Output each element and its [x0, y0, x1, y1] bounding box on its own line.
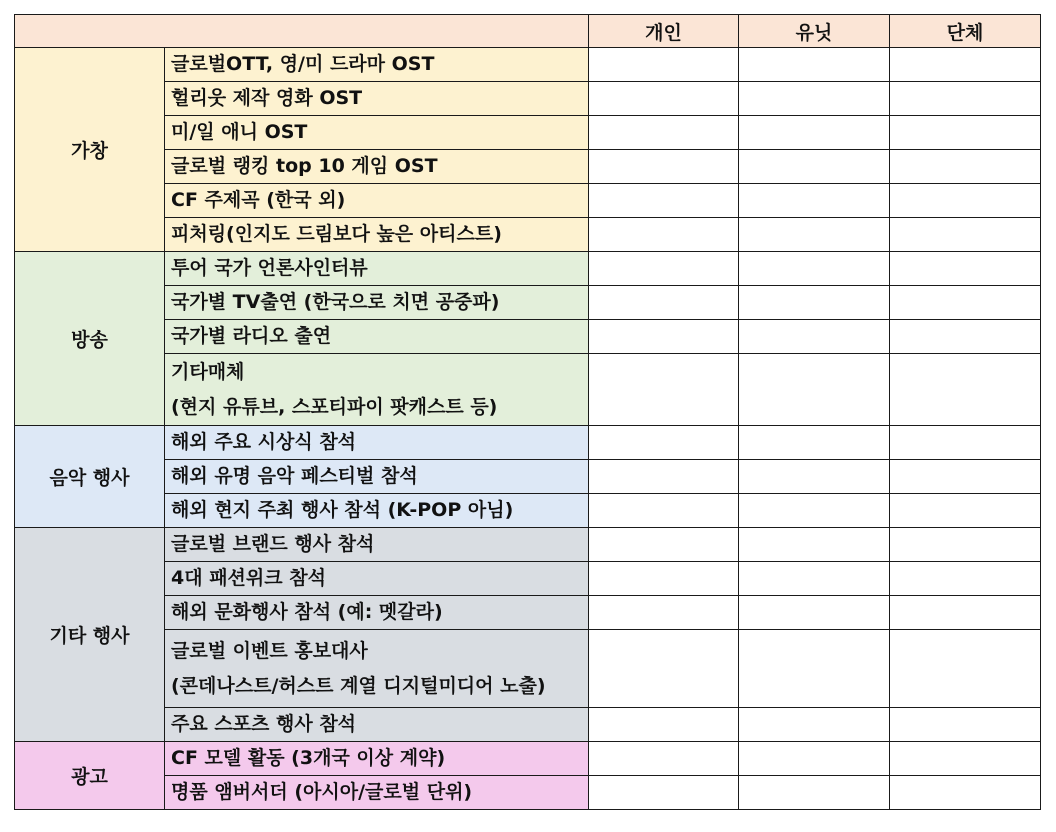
check-cell-individual[interactable] [589, 286, 739, 320]
check-cell-group[interactable] [890, 252, 1041, 286]
header-individual: 개인 [589, 15, 739, 48]
check-cell-group[interactable] [890, 286, 1041, 320]
activity-item-cell [165, 426, 589, 460]
check-cell-individual[interactable] [589, 596, 739, 630]
check-cell-group[interactable] [890, 426, 1041, 460]
check-cell-group[interactable] [890, 320, 1041, 354]
check-cell-unit[interactable] [739, 596, 890, 630]
check-cell-individual[interactable] [589, 426, 739, 460]
activity-item-cell [165, 252, 589, 286]
table-row [15, 286, 1041, 320]
check-cell-group[interactable] [890, 48, 1041, 82]
table-row [15, 562, 1041, 596]
activity-item-label: 해외 현지 주최 행사 참석 (K-POP 아님) [171, 499, 514, 521]
check-cell-individual[interactable] [589, 708, 739, 742]
check-cell-individual[interactable] [589, 320, 739, 354]
activity-item-label: 글로벌 브랜드 행사 참석 [171, 533, 375, 555]
check-cell-group[interactable] [890, 82, 1041, 116]
activity-item-label: 글로벌 이벤트 홍보대사 [171, 639, 368, 662]
activity-item-label: 헐리웃 제작 영화 OST [171, 87, 363, 109]
activity-item-label: 4대 패션위크 참석 [171, 567, 326, 589]
header-unit: 유닛 [739, 15, 890, 48]
check-cell-group[interactable] [890, 528, 1041, 562]
activity-item-cell [165, 116, 589, 150]
check-cell-individual[interactable] [589, 776, 739, 810]
check-cell-group[interactable] [890, 562, 1041, 596]
table-row [15, 218, 1041, 252]
activity-item-cell [165, 48, 589, 82]
check-cell-individual[interactable] [589, 82, 739, 116]
category-cell-advertising: 광고 [15, 742, 165, 810]
activity-item-label: 국가별 라디오 출연 [171, 325, 332, 347]
check-cell-group[interactable] [890, 150, 1041, 184]
check-cell-individual[interactable] [589, 116, 739, 150]
check-cell-unit[interactable] [739, 82, 890, 116]
activity-item-cell [165, 708, 589, 742]
check-cell-group[interactable] [890, 184, 1041, 218]
header-blank-cell [15, 15, 589, 48]
check-cell-individual[interactable] [589, 184, 739, 218]
check-cell-unit[interactable] [739, 116, 890, 150]
check-cell-group[interactable] [890, 630, 1041, 708]
table-row [15, 150, 1041, 184]
check-cell-unit[interactable] [739, 562, 890, 596]
activity-item-label: 해외 주요 시상식 참석 [171, 431, 357, 453]
check-cell-unit[interactable] [739, 742, 890, 776]
check-cell-individual[interactable] [589, 630, 739, 708]
check-cell-unit[interactable] [739, 776, 890, 810]
table-row [15, 630, 1041, 708]
activity-item-label: (콘데나스트/허스트 계열 디지털미디어 노출) [171, 674, 546, 697]
activity-item-label: 글로벌OTT, 영/미 드라마 OST [171, 53, 435, 75]
table-row [15, 184, 1041, 218]
header-group: 단체 [890, 15, 1041, 48]
check-cell-group[interactable] [890, 596, 1041, 630]
header-row [15, 15, 1041, 48]
table-row [15, 742, 1041, 776]
activity-item-label: 기타매체 [171, 360, 245, 383]
check-cell-individual[interactable] [589, 150, 739, 184]
activity-item-label: 명품 앰버서더 (아시아/글로벌 단위) [171, 781, 473, 803]
category-cell-other-event: 기타 행사 [15, 528, 165, 742]
table-row [15, 596, 1041, 630]
check-cell-unit[interactable] [739, 528, 890, 562]
check-cell-group[interactable] [890, 494, 1041, 528]
table-row [15, 48, 1041, 82]
activity-item-cell [165, 150, 589, 184]
category-cell-music-event: 음악 행사 [15, 426, 165, 528]
table-row [15, 354, 1041, 426]
activity-item-label: 해외 유명 음악 페스티벌 참석 [171, 465, 418, 487]
check-cell-unit[interactable] [739, 150, 890, 184]
activity-item-label: (현지 유튜브, 스포티파이 팟캐스트 등) [171, 395, 498, 418]
check-cell-unit[interactable] [739, 354, 890, 426]
check-cell-unit[interactable] [739, 48, 890, 82]
check-cell-unit[interactable] [739, 252, 890, 286]
activity-item-cell [165, 184, 589, 218]
table-row [15, 494, 1041, 528]
table-row [15, 460, 1041, 494]
activity-item-cell [165, 742, 589, 776]
table-row [15, 116, 1041, 150]
activity-item-label: CF 모델 활동 (3개국 이상 계약) [171, 747, 446, 769]
check-cell-individual[interactable] [589, 562, 739, 596]
activity-item-cell [165, 596, 589, 630]
activity-item-cell [165, 218, 589, 252]
category-cell-broadcast: 방송 [15, 252, 165, 426]
table-body [15, 48, 1041, 810]
activity-item-cell [165, 776, 589, 810]
activity-item-label: 미/일 애니 OST [171, 121, 308, 143]
table-row [15, 252, 1041, 286]
activity-matrix-table [14, 14, 1041, 810]
check-cell-individual[interactable] [589, 528, 739, 562]
check-cell-individual[interactable] [589, 218, 739, 252]
table-row [15, 708, 1041, 742]
activity-item-cell [165, 82, 589, 116]
check-cell-unit[interactable] [739, 630, 890, 708]
check-cell-group[interactable] [890, 776, 1041, 810]
activity-item-label: 글로벌 랭킹 top 10 게임 OST [171, 155, 438, 177]
check-cell-group[interactable] [890, 742, 1041, 776]
check-cell-individual[interactable] [589, 460, 739, 494]
check-cell-individual[interactable] [589, 494, 739, 528]
activity-item-cell [165, 562, 589, 596]
category-cell-singing: 가창 [15, 48, 165, 252]
check-cell-group[interactable] [890, 116, 1041, 150]
check-cell-unit[interactable] [739, 494, 890, 528]
check-cell-unit[interactable] [739, 218, 890, 252]
activity-item-cell [165, 354, 589, 426]
activity-item-label: 투어 국가 언론사인터뷰 [171, 257, 368, 279]
activity-item-cell [165, 286, 589, 320]
check-cell-individual[interactable] [589, 354, 739, 426]
check-cell-individual[interactable] [589, 742, 739, 776]
check-cell-unit[interactable] [739, 286, 890, 320]
table-row [15, 426, 1041, 460]
activity-item-label: 주요 스포츠 행사 참석 [171, 713, 357, 735]
activity-item-cell [165, 528, 589, 562]
activity-item-cell [165, 494, 589, 528]
check-cell-group[interactable] [890, 354, 1041, 426]
check-cell-individual[interactable] [589, 252, 739, 286]
activity-item-label: 해외 문화행사 참석 (예: 멧갈라) [171, 601, 443, 623]
check-cell-individual[interactable] [589, 48, 739, 82]
check-cell-group[interactable] [890, 218, 1041, 252]
activity-item-label: 피처링(인지도 드림보다 높은 아티스트) [171, 223, 502, 245]
check-cell-unit[interactable] [739, 184, 890, 218]
activity-item-cell [165, 320, 589, 354]
table-row [15, 528, 1041, 562]
check-cell-unit[interactable] [739, 460, 890, 494]
activity-item-label: 국가별 TV출연 (한국으로 치면 공중파) [171, 291, 500, 313]
check-cell-unit[interactable] [739, 320, 890, 354]
activity-item-cell [165, 630, 589, 708]
activity-item-label: CF 주제곡 (한국 외) [171, 189, 346, 211]
activity-item-cell [165, 460, 589, 494]
table-row [15, 320, 1041, 354]
check-cell-group[interactable] [890, 708, 1041, 742]
check-cell-group[interactable] [890, 460, 1041, 494]
table-row [15, 82, 1041, 116]
check-cell-unit[interactable] [739, 708, 890, 742]
table-row [15, 776, 1041, 810]
check-cell-unit[interactable] [739, 426, 890, 460]
